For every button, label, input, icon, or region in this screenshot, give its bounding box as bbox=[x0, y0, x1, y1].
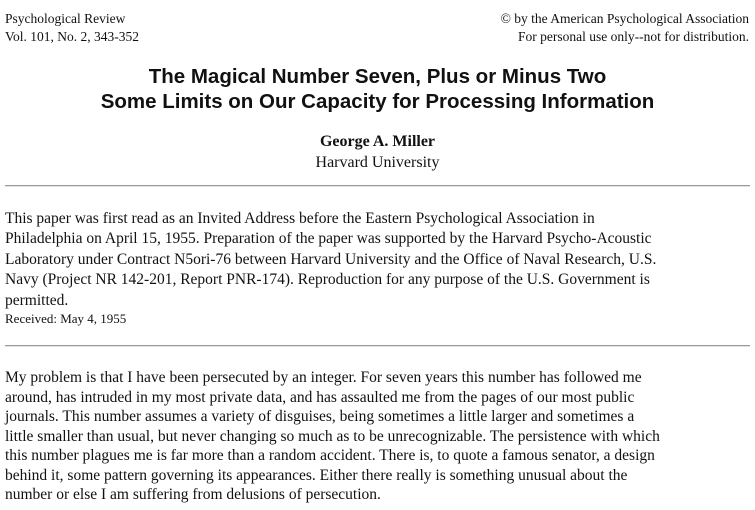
note-line: permitted. bbox=[5, 291, 69, 309]
body-paragraph bbox=[5, 368, 750, 505]
journal-volume: Vol. 101, No. 2, 343-352 bbox=[5, 29, 140, 44]
journal-name: Psychological Review bbox=[5, 11, 126, 26]
page-header bbox=[5, 10, 749, 50]
copyright-notice: © by the American Psychological Association bbox=[500, 11, 749, 26]
body-line: My problem is that I have been persecuted by an integer. For seven years this number has followed me bbox=[5, 369, 642, 386]
author-affiliation: Harvard University bbox=[315, 154, 440, 171]
paper-title bbox=[0, 64, 755, 114]
body-line: journals. This number assumes a variety of disguises, being sometimes a little larger and sometimes a bbox=[5, 408, 635, 425]
subtitle-line: Some Limits on Our Capacity for Processing Information bbox=[100, 90, 655, 113]
received-date: Received: May 4, 1955 bbox=[5, 311, 127, 326]
body-line: behind it, some pattern governing its appearances. Either there really is something unusual about the bbox=[5, 466, 628, 484]
note-line: Laboratory under Contract N5ori-76 between Harvard University and the Office of Naval Research, U.S. bbox=[5, 250, 657, 268]
note-line: Navy (Project NR 142-201, Report PNR-174). Reproduction for any purpose of the U.S. Government is bbox=[5, 271, 650, 289]
divider-bottom bbox=[5, 345, 750, 347]
journal-info bbox=[5, 10, 139, 46]
body-line: number or else I am suffering from delusions of persecution. bbox=[5, 486, 381, 503]
copyright-info bbox=[501, 10, 749, 46]
note-line: This paper was first read as an Invited Address before the Eastern Psychological Association in bbox=[5, 210, 595, 227]
title-line: The Magical Number Seven, Plus or Minus Two bbox=[148, 65, 607, 88]
divider-top bbox=[5, 185, 750, 187]
body-line: little smaller than usual, but never changing so much as to be unrecognizable. The persistence with which bbox=[5, 427, 660, 445]
author-note bbox=[5, 209, 750, 311]
body-line: this number plagues me is far more than a random accident. There is, to quote a famous senator, a design bbox=[5, 447, 655, 464]
note-line: Philadelphia on April 15, 1955. Preparation of the paper was supported by the Harvard Psycho-Acoustic bbox=[5, 230, 652, 248]
body-line: around, has intruded in my most private data, and has assaulted me from the pages of our most public bbox=[5, 388, 635, 406]
author-name: George A. Miller bbox=[319, 133, 436, 150]
usage-notice: For personal use only--not for distribution. bbox=[518, 29, 749, 44]
